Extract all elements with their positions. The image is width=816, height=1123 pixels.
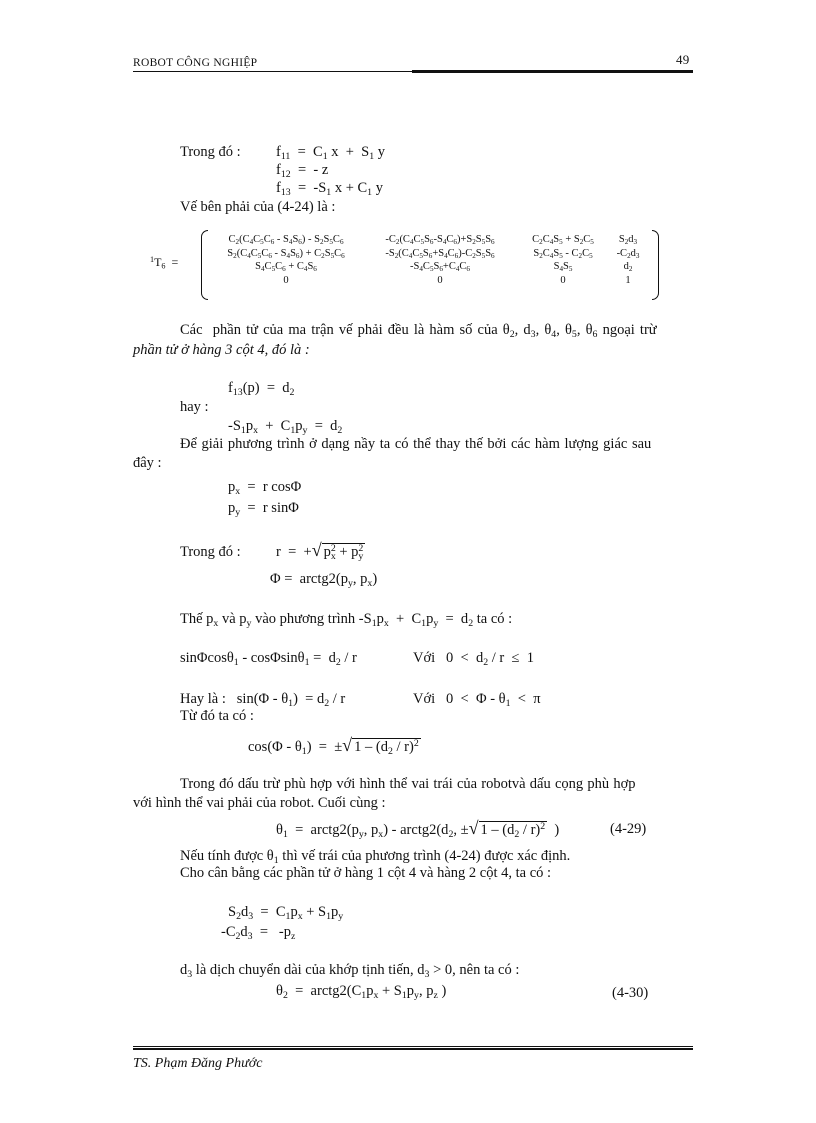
tu-do-label: Từ đó ta có : <box>180 708 254 724</box>
equation-c2d3: $-C_2d_3 = -p_z$ <box>221 924 296 942</box>
footer-author: TS. Phạm Đăng Phước <box>133 1056 263 1071</box>
trong-do-label: Trong đó : <box>180 144 241 160</box>
running-header-title: ROBOT CÔNG NGHIỆP <box>133 57 258 69</box>
paragraph-3-line-1: Trong đó dấu trừ phù hợp với hình thể vai trái của robotvà dấu cọng phù hợp <box>180 776 636 792</box>
equation-sin: $\sin\Phi\cos\theta_1 - \cos\Phi\sin\theta_1 = d_2 / r$ <box>180 650 357 668</box>
equation-r: r = +√ $p_x^2 + p_y^2$ <box>276 540 364 562</box>
equation-cos: $\cos(\Phi - \theta_1)$ = ±√ $1 - (d_2 / r)^2$ <box>248 735 419 757</box>
equation-s2d3: $S_2d_3 = C_1p_x + S_1p_y$ <box>228 904 344 922</box>
equation-py: $p_y = r$ sinΦ <box>228 500 299 518</box>
equation-f11: $f_{11} = C_1$ $x + S_1$ y <box>276 144 386 162</box>
matrix-left-bracket <box>201 230 208 300</box>
header-rule-thick <box>412 70 693 73</box>
paragraph-3-line-2: với hình thể vai phải của robot. Cuối cùng : <box>133 795 386 811</box>
paragraph-2-line-1: Để giải phương trình ở dạng nầy ta có thể thay thế bởi các hàm lượng giác sau <box>180 436 652 452</box>
equation-f13p: $f_{13}(p) = d_2$ <box>228 380 295 398</box>
matrix-row: $C_2(C_4C_5C_6 - S_4S_6) - S_2S_5C_6$ $-C_2(C_4C_5S_6-S_4C_6)+S_2S_5S_6$ $C_2C_4S_5 + S_2C_5$ $S_2d_3$ <box>228 234 638 246</box>
footer-rule-thin <box>133 1046 693 1047</box>
equation-f13: $f_{13} = -S_1$ $x + C_1$ y <box>276 180 383 198</box>
matrix-row: $S_4C_5C_6 + C_4S_6$ $-S_4C_5S_6+C_4C_6$ $S_4S_5$ $d_2$ <box>255 261 633 274</box>
trong-do-label-2: Trong đó : <box>180 544 241 560</box>
paragraph-5: Cho cân bằng các phần tử ở hàng 1 cột 4 và hàng 2 cột 4, ta có : <box>180 865 552 881</box>
condition-1: Với $0 < d_2 / r \le 1$ <box>413 650 534 668</box>
equation-theta1: $\theta_1$ = $arctg2(p_y$, $p_x$) - $arctg2(d_2$, ±√ $1 - (d_2 / r)^2$ ) <box>276 818 560 840</box>
hay-label: hay : <box>180 399 209 415</box>
equation-theta2: $\theta_2$ = $arctg2(C_1p_x + S_1p_y$, $p_z$ ) <box>276 983 447 1001</box>
paragraph-1-line-1: Các phần tử của ma trận vế phải đều là hàm số của $\theta_2$, $d_3$, $\theta_4$, $\theta_5$, $\theta_6$ ngoại trừ <box>180 322 657 340</box>
the-line: Thế $p_x$ và $p_y$ vào phương trình $-S_1p_x + C_1p_y = d_2$ ta có : <box>180 611 513 629</box>
paragraph-4: Nếu tính được $\theta_1$ thì vế trái của phương trình (4-24) được xác định. <box>180 848 571 866</box>
ve-ben-phai-line: Vế bên phải của (4-24) là : <box>180 199 336 215</box>
paragraph-1-line-2: phần tử ở hàng 3 cột 4, đó là : <box>133 342 310 358</box>
matrix-right-bracket <box>652 230 659 300</box>
matrix-row: 0 0 0 1 <box>283 274 631 286</box>
paragraph-2-line-2: đây : <box>133 455 162 471</box>
equation-phi: $\Phi = arctg2(p_y$, $p_x$) <box>270 571 378 589</box>
rotation-matrix <box>212 233 650 287</box>
page-number: 49 <box>676 52 690 67</box>
equation-s1px: $-S_1p_x + C_1p_y = d_2$ <box>228 418 343 436</box>
equation-px: $p_x = r$ cosΦ <box>228 479 302 497</box>
footer-rule-thick <box>133 1048 693 1050</box>
equation-number-4-30: (4-30) <box>612 985 649 1001</box>
equation-number-4-29: (4-29) <box>610 821 647 837</box>
equation-f12: $f_{12}$ = - z <box>276 162 329 180</box>
equation-hay-la: Hay là : $\sin(\Phi - \theta_1) = d_2 / r$ <box>180 691 346 709</box>
matrix-row: $S_2(C_4C_5C_6 - S_4S_6) + C_2S_5C_6$ $-S_2(C_4C_5S_6+S_4C_6)-C_2S_5S_6$ $S_2C_4S_5 - C_2C_5$ $-C_2d_3$ <box>227 247 640 260</box>
matrix-label: $^1T_6$ = <box>150 254 179 271</box>
condition-2: Với $0 < \Phi - \theta_1 < \pi$ <box>413 691 541 709</box>
paragraph-6: $d_3$ là dịch chuyển dài của khớp tịnh tiến, $d_3 > 0$, nên ta có : <box>180 962 520 980</box>
